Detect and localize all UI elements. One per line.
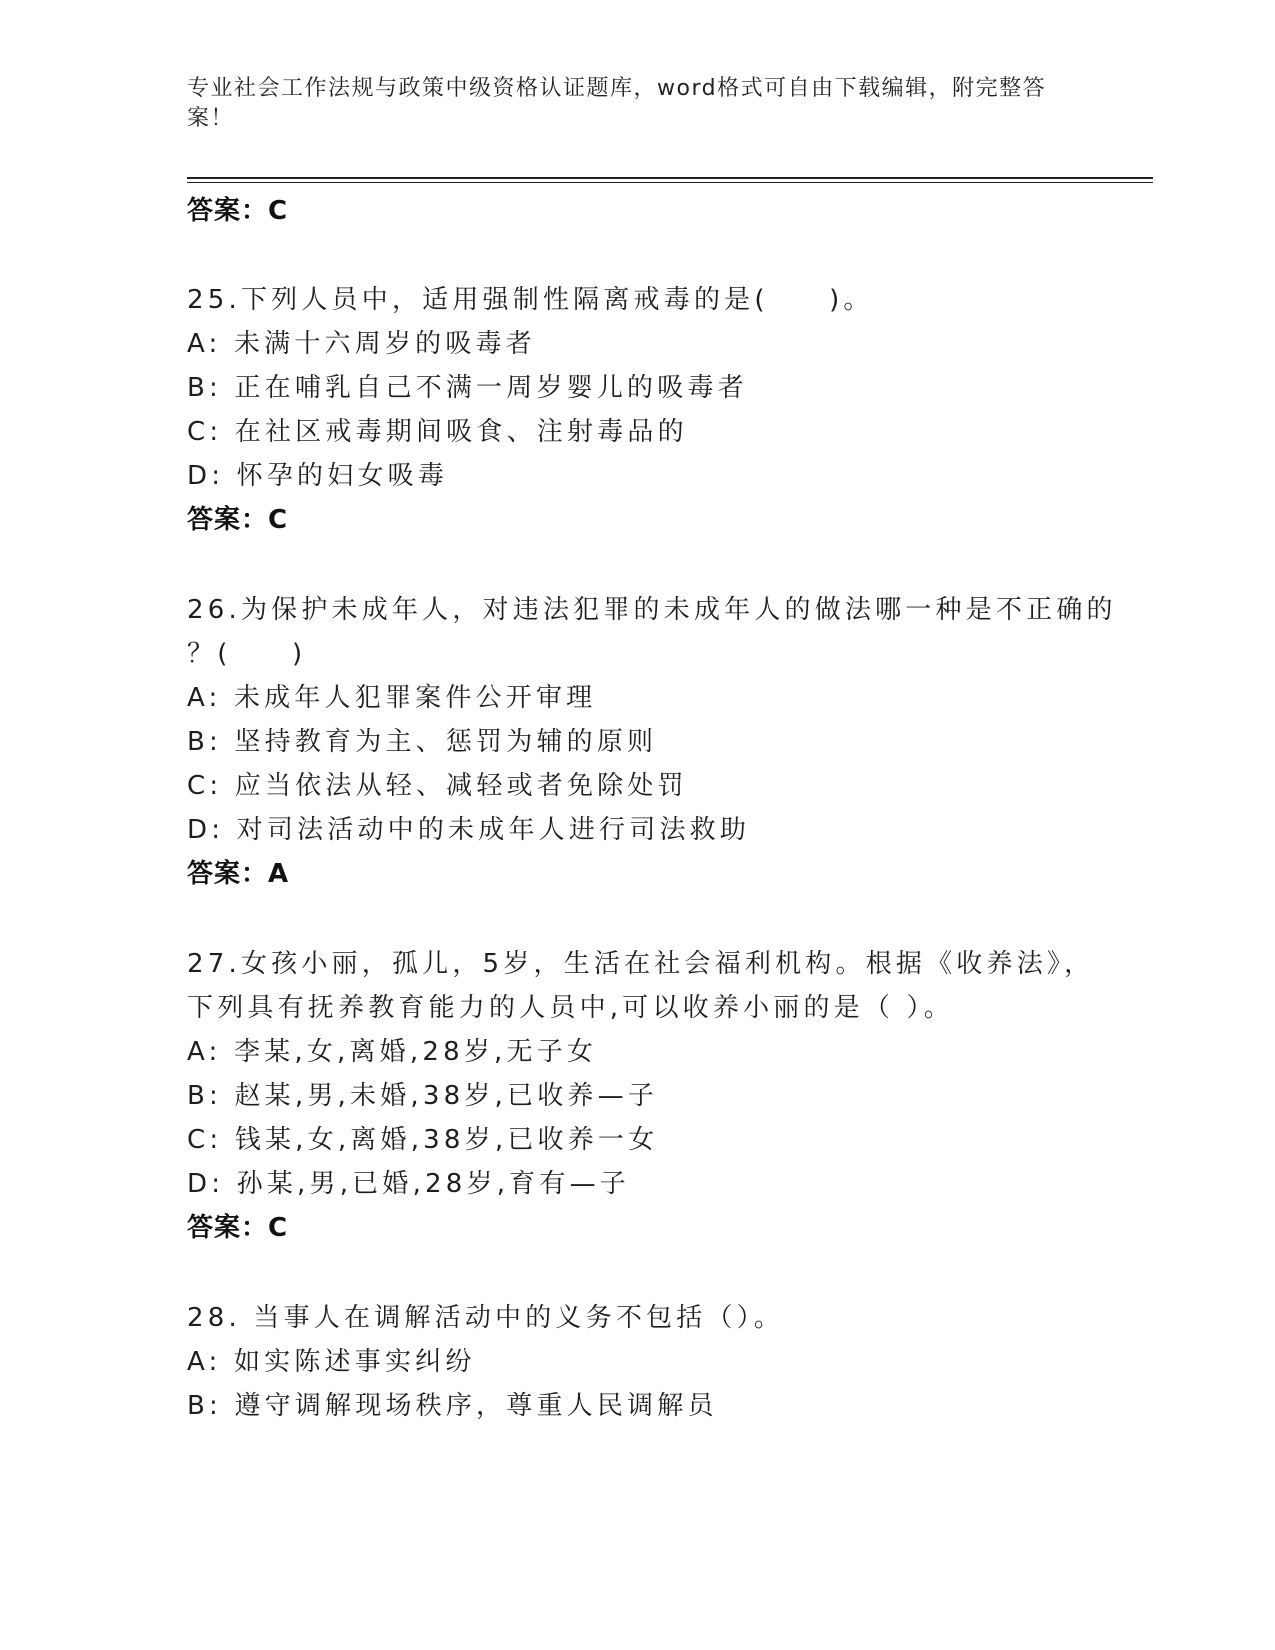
option-d: D: 对司法活动中的未成年人进行司法救助 [187,815,751,845]
option-c: C: 应当依法从轻、减轻或者免除处罚 [187,771,688,801]
option-c: C: 在社区戒毒期间吸食、注射毒品的 [187,417,688,447]
answer-line: 答案：C [187,1213,289,1243]
option-c: C: 钱某,女,离婚,38岁,已收养一女 [187,1125,659,1155]
option-d: D: 怀孕的妇女吸毒 [187,461,449,491]
option-d: D: 孙某,男,已婚,28岁,育有—子 [187,1169,630,1199]
answer-line: 答案：A [187,859,290,889]
question-stem: 25.下列人员中，适用强制性隔离戒毒的是( )。 [187,285,874,315]
option-a: A: 未成年人犯罪案件公开审理 [187,683,597,713]
option-a: A: 如实陈述事实纠纷 [187,1347,476,1377]
option-b: B: 坚持教育为主、惩罚为辅的原则 [187,727,658,757]
answer-line: 答案：C [187,196,289,226]
question-stem: 28. 当事人在调解活动中的义务不包括（）。 [187,1303,785,1333]
question-stem: 27.女孩小丽，孤儿，5岁，生活在社会福利机构。根据《收养法》， [187,949,1095,979]
option-b: B: 正在哺乳自己不满一周岁婴儿的吸毒者 [187,373,748,403]
answer-line: 答案：C [187,505,289,535]
question-stem: 26.为保护未成年人，对违法犯罪的未成年人的做法哪一种是不正确的 [187,595,1117,625]
option-b: B: 赵某,男,未婚,38岁,已收养—子 [187,1081,659,1111]
header-divider-thin [187,182,1153,183]
document-header: 专业社会工作法规与政策中级资格认证题库，word格式可自由下载编辑，附完整答案！ [187,76,1047,131]
option-a: A: 未满十六周岁的吸毒者 [187,329,536,359]
question-stem-continued: ？( ) [187,639,307,669]
option-b: B: 遵守调解现场秩序，尊重人民调解员 [187,1391,718,1421]
option-a: A: 李某,女,离婚,28岁,无子女 [187,1037,598,1067]
question-stem-continued: 下列具有抚养教育能力的人员中,可以收养小丽的是（ ）。 [187,993,954,1023]
header-divider-thick [187,177,1153,179]
